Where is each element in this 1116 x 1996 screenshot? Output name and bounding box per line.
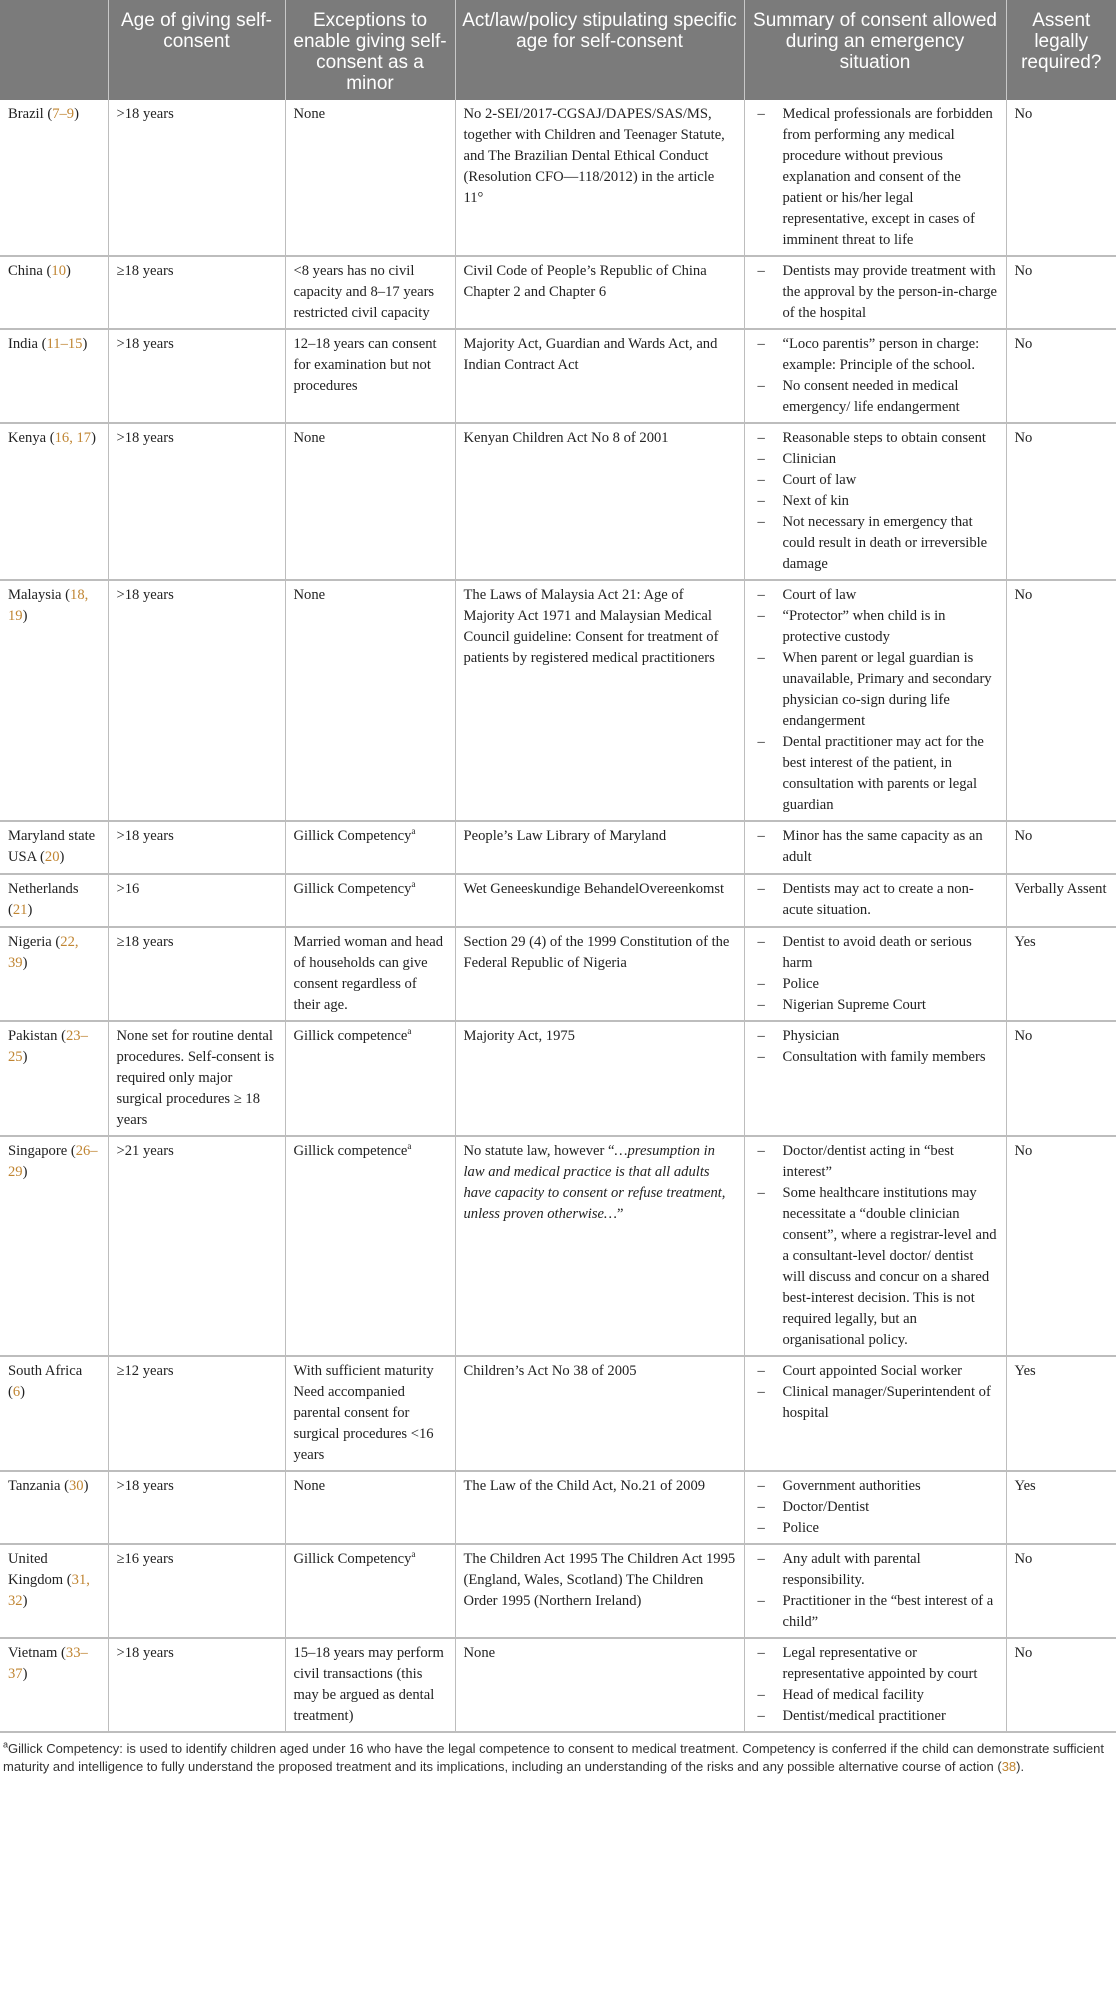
- cell-assent: Yes: [1006, 1356, 1116, 1471]
- cell-age: >18 years: [108, 821, 285, 874]
- exceptions-text: <8 years has no civil capacity and 8–17 years restricted civil capacity: [293, 263, 435, 321]
- cell-summary: [744, 580, 1006, 821]
- table-header-row: [0, 0, 1116, 100]
- country-name: India: [8, 336, 38, 352]
- exceptions-text: Gillick Competency: [293, 881, 412, 897]
- summary-item: – Doctor/dentist acting in “best interest”: [753, 1141, 998, 1183]
- exceptions-text: None: [293, 1478, 326, 1494]
- cell-summary: [744, 256, 1006, 329]
- cell-age: >18 years: [108, 423, 285, 580]
- cell-exceptions: [285, 1136, 455, 1356]
- summary-list: [753, 261, 998, 324]
- summary-item: – Reasonable steps to obtain consent: [753, 428, 998, 449]
- cell-act: The Law of the Child Act, No.21 of 2009: [455, 1471, 744, 1544]
- country-name: Singapore: [8, 1143, 68, 1159]
- col-header-summary: Summary of consent allowed during an emergency situation: [744, 0, 1006, 100]
- cell-assent: No: [1006, 821, 1116, 874]
- summary-item: – Nigerian Supreme Court: [753, 995, 998, 1016]
- cell-age: >18 years: [108, 100, 285, 256]
- cell-country: Tanzania (30): [0, 1471, 108, 1544]
- cell-age: ≥18 years: [108, 256, 285, 329]
- summary-item: – Court appointed Social worker: [753, 1361, 998, 1382]
- ref-link[interactable]: 10: [51, 263, 66, 279]
- cell-summary: [744, 329, 1006, 423]
- summary-item: – “Loco parentis” person in charge: example: Principle of the school.: [753, 334, 998, 376]
- table-row: [0, 1638, 1116, 1732]
- footnote-marker: a: [407, 1141, 412, 1152]
- summary-item: – Not necessary in emergency that could result in death or irreversible damage: [753, 512, 998, 575]
- summary-list: [753, 334, 998, 418]
- country-name: Malaysia: [8, 587, 62, 603]
- cell-age: ≥18 years: [108, 927, 285, 1021]
- cell-age: >18 years: [108, 329, 285, 423]
- footnote-marker: a: [411, 879, 416, 890]
- country-name: Pakistan: [8, 1028, 58, 1044]
- summary-item: – Legal representative or representative appointed by court: [753, 1643, 998, 1685]
- table-row: [0, 580, 1116, 821]
- cell-summary: [744, 1136, 1006, 1356]
- cell-assent: No: [1006, 329, 1116, 423]
- cell-country: Pakistan (23–25): [0, 1021, 108, 1136]
- cell-summary: [744, 927, 1006, 1021]
- summary-item: – Doctor/Dentist: [753, 1497, 998, 1518]
- cell-assent: No: [1006, 1021, 1116, 1136]
- summary-item: – Physician: [753, 1026, 998, 1047]
- cell-act: No statute law, however “…presumption in law and medical practice is that all adults have capacity to consent or refuse treatment, unless proven otherwise…”: [455, 1136, 744, 1356]
- cell-act: Section 29 (4) of the 1999 Constitution of the Federal Republic of Nigeria: [455, 927, 744, 1021]
- cell-exceptions: [285, 821, 455, 874]
- cell-summary: [744, 1638, 1006, 1732]
- cell-assent: Yes: [1006, 1471, 1116, 1544]
- cell-country: China (10): [0, 256, 108, 329]
- footnote: [0, 1733, 1116, 1776]
- summary-list: [753, 585, 998, 816]
- cell-age: >18 years: [108, 580, 285, 821]
- cell-age: >21 years: [108, 1136, 285, 1356]
- country-name: Vietnam: [8, 1645, 58, 1661]
- cell-assent: No: [1006, 1136, 1116, 1356]
- footnote-mark: a: [3, 1739, 9, 1750]
- table-row: [0, 1471, 1116, 1544]
- cell-country: United Kingdom (31, 32): [0, 1544, 108, 1638]
- ref-link[interactable]: 21: [12, 902, 28, 918]
- table-row: [0, 1136, 1116, 1356]
- ref-link[interactable]: 7–9: [52, 106, 75, 122]
- exceptions-text: Gillick Competency: [293, 828, 412, 844]
- cell-assent: Verbally Assent: [1006, 874, 1116, 927]
- cell-age: >18 years: [108, 1471, 285, 1544]
- cell-exceptions: [285, 1638, 455, 1732]
- cell-age: >16: [108, 874, 285, 927]
- cell-assent: No: [1006, 1638, 1116, 1732]
- summary-item: – Dentists may provide treatment with the approval by the person-in-charge of the hospital: [753, 261, 998, 324]
- cell-country: Malaysia (18, 19): [0, 580, 108, 821]
- exceptions-text: Married woman and head of households can give consent regardless of their age.: [293, 934, 444, 1013]
- summary-list: [753, 1549, 998, 1633]
- cell-country: Maryland state USA (20): [0, 821, 108, 874]
- cell-summary: [744, 100, 1006, 256]
- country-name: China: [8, 263, 43, 279]
- country-name: Brazil: [8, 106, 44, 122]
- summary-list: [753, 1141, 998, 1351]
- cell-assent: No: [1006, 100, 1116, 256]
- table-row: [0, 256, 1116, 329]
- cell-act: Children’s Act No 38 of 2005: [455, 1356, 744, 1471]
- cell-country: India (11–15): [0, 329, 108, 423]
- summary-item: – Minor has the same capacity as an adult: [753, 826, 998, 868]
- cell-exceptions: [285, 580, 455, 821]
- summary-list: [753, 104, 998, 251]
- summary-item: – Court of law: [753, 470, 998, 491]
- col-header-act: Act/law/policy stipulating specific age for self-consent: [455, 0, 744, 100]
- cell-exceptions: [285, 423, 455, 580]
- summary-item: – Police: [753, 1518, 998, 1539]
- cell-act: Kenyan Children Act No 8 of 2001: [455, 423, 744, 580]
- footnote-marker: a: [411, 826, 416, 837]
- country-name: Netherlands: [8, 881, 79, 897]
- exceptions-text: None: [293, 430, 326, 446]
- cell-act: Majority Act, 1975: [455, 1021, 744, 1136]
- ref-link[interactable]: 20: [44, 849, 60, 865]
- summary-item: – Some healthcare institutions may necessitate a “double clinician consent”, where a registrar-level and a consultant-level doctor/ dentist will discuss and concur on a shared best-interest decision. This is not required legally, but an organisational policy.: [753, 1183, 998, 1351]
- col-header-assent: Assent legally required?: [1006, 0, 1116, 100]
- cell-exceptions: [285, 100, 455, 256]
- cell-act: The Laws of Malaysia Act 21: Age of Majority Act 1971 and Malaysian Medical Council guideline: Consent for treatment of patients by registered medical practitioners: [455, 580, 744, 821]
- cell-act: The Children Act 1995 The Children Act 1995 (England, Wales, Scotland) The Children Order 1995 (Northern Ireland): [455, 1544, 744, 1638]
- cell-act: Majority Act, Guardian and Wards Act, and Indian Contract Act: [455, 329, 744, 423]
- cell-country: Netherlands (21): [0, 874, 108, 927]
- cell-age: >18 years: [108, 1638, 285, 1732]
- summary-item: – Police: [753, 974, 998, 995]
- footnote-text: Gillick Competency: is used to identify children aged under 16 who have the legal competence to consent to medical treatment. Competency is conferred if the child can demonstrate sufficient maturity and intelligence to fully understand the proposed treatment and its implications, including an understanding of the risks and any possible alternative course of action (: [3, 1741, 1104, 1774]
- cell-exceptions: [285, 1356, 455, 1471]
- exceptions-text: 15–18 years may perform civil transactions (this may be argued as dental treatment): [293, 1645, 444, 1724]
- ref-link[interactable]: 33–37: [8, 1645, 88, 1682]
- country-name: Kenya: [8, 430, 47, 446]
- footnote-marker: a: [407, 1026, 412, 1037]
- ref-link[interactable]: 26–29: [8, 1143, 98, 1180]
- table-row: [0, 1356, 1116, 1471]
- summary-item: – When parent or legal guardian is unavailable, Primary and secondary physician co-sign during life endangerment: [753, 648, 998, 732]
- country-name: United Kingdom: [8, 1551, 64, 1588]
- cell-country: South Africa (6): [0, 1356, 108, 1471]
- country-name: Maryland state USA: [8, 828, 96, 865]
- summary-item: – No consent needed in medical emergency/ life endangerment: [753, 376, 998, 418]
- cell-summary: [744, 1021, 1006, 1136]
- ref-link[interactable]: 16, 17: [54, 430, 92, 446]
- cell-exceptions: [285, 256, 455, 329]
- cell-summary: [744, 821, 1006, 874]
- table-row: [0, 821, 1116, 874]
- table-row: [0, 927, 1116, 1021]
- cell-summary: [744, 1471, 1006, 1544]
- summary-item: – “Protector” when child is in protective custody: [753, 606, 998, 648]
- cell-exceptions: [285, 927, 455, 1021]
- exceptions-text: Gillick competence: [293, 1143, 408, 1159]
- cell-age: None set for routine dental procedures. Self-consent is required only major surgical procedures ≥ 18 years: [108, 1021, 285, 1136]
- summary-item: – Any adult with parental responsibility.: [753, 1549, 998, 1591]
- summary-list: [753, 932, 998, 1016]
- ref-link[interactable]: 18, 19: [8, 587, 89, 624]
- footnote-end: ).: [1016, 1759, 1025, 1774]
- cell-act: Wet Geneeskundige BehandelOvereenkomst: [455, 874, 744, 927]
- cell-exceptions: [285, 1544, 455, 1638]
- summary-item: – Medical professionals are forbidden from performing any medical procedure without previous explanation and consent of the patient or his/her legal representative, except in cases of imminent threat to life: [753, 104, 998, 251]
- cell-act: None: [455, 1638, 744, 1732]
- summary-item: – Government authorities: [753, 1476, 998, 1497]
- cell-assent: Yes: [1006, 927, 1116, 1021]
- summary-item: – Dentist/medical practitioner: [753, 1706, 998, 1727]
- cell-age: ≥16 years: [108, 1544, 285, 1638]
- exceptions-text: None: [293, 587, 326, 603]
- col-header-age: Age of giving self-consent: [108, 0, 285, 100]
- footnote-marker: a: [411, 1549, 416, 1560]
- summary-list: [753, 1361, 998, 1424]
- ref-link[interactable]: 31, 32: [8, 1572, 90, 1609]
- summary-item: – Practitioner in the “best interest of a child”: [753, 1591, 998, 1633]
- exceptions-text: Gillick Competency: [293, 1551, 412, 1567]
- table-row: [0, 874, 1116, 927]
- exceptions-text: None: [293, 106, 326, 122]
- ref-link[interactable]: 30: [68, 1478, 84, 1494]
- summary-item: – Head of medical facility: [753, 1685, 998, 1706]
- cell-assent: No: [1006, 423, 1116, 580]
- exceptions-text: 12–18 years can consent for examination but not procedures: [293, 336, 437, 394]
- ref-link[interactable]: 23–25: [8, 1028, 88, 1065]
- summary-item: – Clinician: [753, 449, 998, 470]
- table-row: [0, 329, 1116, 423]
- cell-country: Kenya (16, 17): [0, 423, 108, 580]
- summary-list: [753, 879, 998, 921]
- ref-link[interactable]: 22, 39: [8, 934, 79, 971]
- ref-link[interactable]: 6: [12, 1384, 21, 1400]
- cell-assent: No: [1006, 580, 1116, 821]
- cell-country: Brazil (7–9): [0, 100, 108, 256]
- summary-list: [753, 1026, 998, 1068]
- cell-country: Nigeria (22, 39): [0, 927, 108, 1021]
- summary-item: – Court of law: [753, 585, 998, 606]
- cell-summary: [744, 874, 1006, 927]
- table-row: [0, 100, 1116, 256]
- cell-summary: [744, 1544, 1006, 1638]
- summary-item: – Dentists may act to create a non-acute situation.: [753, 879, 998, 921]
- cell-summary: [744, 1356, 1006, 1471]
- ref-link[interactable]: 11–15: [46, 336, 83, 352]
- country-name: South Africa: [8, 1363, 83, 1379]
- country-name: Tanzania: [8, 1478, 61, 1494]
- cell-exceptions: [285, 1471, 455, 1544]
- table-row: [0, 1021, 1116, 1136]
- summary-list: [753, 826, 998, 868]
- cell-summary: [744, 423, 1006, 580]
- summary-item: – Consultation with family members: [753, 1047, 998, 1068]
- cell-assent: No: [1006, 256, 1116, 329]
- cell-assent: No: [1006, 1544, 1116, 1638]
- summary-list: [753, 1476, 998, 1539]
- cell-exceptions: [285, 874, 455, 927]
- cell-exceptions: [285, 329, 455, 423]
- cell-act: Civil Code of People’s Republic of China Chapter 2 and Chapter 6: [455, 256, 744, 329]
- cell-country: Vietnam (33–37): [0, 1638, 108, 1732]
- col-header-exceptions: Exceptions to enable giving self-consent as a minor: [285, 0, 455, 100]
- col-header-country: [0, 0, 108, 100]
- country-name: Nigeria: [8, 934, 52, 950]
- table-row: [0, 423, 1116, 580]
- cell-act: People’s Law Library of Maryland: [455, 821, 744, 874]
- summary-item: – Dentist to avoid death or serious harm: [753, 932, 998, 974]
- summary-item: – Clinical manager/Superintendent of hospital: [753, 1382, 998, 1424]
- cell-country: Singapore (26–29): [0, 1136, 108, 1356]
- cell-age: ≥12 years: [108, 1356, 285, 1471]
- exceptions-text: With sufficient maturity Need accompanied parental consent for surgical procedures <16 years: [293, 1363, 434, 1463]
- summary-list: [753, 1643, 998, 1727]
- cell-act: No 2-SEI/2017-CGSAJ/DAPES/SAS/MS, together with Children and Teenager Statute, and The Brazilian Dental Ethical Conduct (Resolution CFO—118/2012) in the article 11°: [455, 100, 744, 256]
- summary-item: – Dental practitioner may act for the best interest of the patient, in consultation with parents or legal guardian: [753, 732, 998, 816]
- exceptions-text: Gillick competence: [293, 1028, 408, 1044]
- cell-exceptions: [285, 1021, 455, 1136]
- summary-item: – Next of kin: [753, 491, 998, 512]
- table-row: [0, 1544, 1116, 1638]
- footnote-ref-link[interactable]: 38: [1001, 1759, 1017, 1774]
- summary-list: [753, 428, 998, 575]
